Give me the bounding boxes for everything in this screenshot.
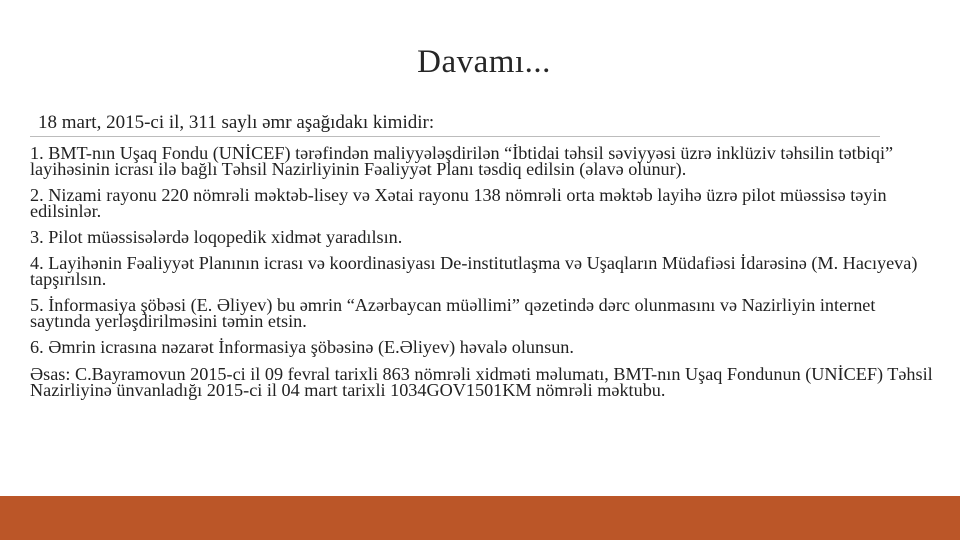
order-item-1: 1. BMT-nın Uşaq Fondu (UNİCEF) tərəfindən maliyyələşdirilən “İbtidai təhsil səviyyəsi üzrə inklüziv təhsilin tətbiqi” layihəsinin icrası ilə bağlı Təhsil Nazirliyinin Fəaliyyət Planı təsdiq edilsin (əlavə olunur). xyxy=(30,143,894,179)
basis-note: Əsas: C.Bayramovun 2015-ci il 09 fevral tarixli 863 nömrəli xidməti məlumatı, BMT-nın Uşaq Fondunun (UNİCEF) Təhsil Nazirliyinə ünvanladığı 2015-ci il 04 mart tarixli 1034GOV1501KM nömrəli məktubu. xyxy=(30,364,933,400)
intro-line: 18 mart, 2015-ci il, 311 saylı əmr aşağıdakı kimidir: xyxy=(38,112,435,133)
slide-title: Davamı... xyxy=(417,44,551,80)
title-divider xyxy=(30,136,880,137)
order-item-3: 3. Pilot müəssisələrdə loqopedik xidmət yaradılsın. xyxy=(30,227,403,247)
order-item-2: 2. Nizami rayonu 220 nömrəli məktəb-lisey və Xətai rayonu 138 nömrəli orta məktəb layihə üzrə pilot müəssisə təyin edilsinlər. xyxy=(30,185,887,221)
order-item-4: 4. Layihənin Fəaliyyət Planının icrası və koordinasiyası De-institutlaşma və Uşaqların Müdafiəsi İdarəsinə (M. Hacıyeva) tapşırılsın. xyxy=(30,253,918,289)
order-item-6: 6. Əmrin icrasına nəzarət İnformasiya şöbəsinə (E.Əliyev) həvalə olunsun. xyxy=(30,337,574,357)
order-item-5: 5. İnformasiya şöbəsi (E. Əliyev) bu əmrin “Azərbaycan müəllimi” qəzetində dərc olunmasını və Nazirliyin internet saytında yerləşdirilməsini təmin etsin. xyxy=(30,295,876,331)
footer-accent-bar xyxy=(0,496,960,540)
order-items-list xyxy=(30,145,940,408)
